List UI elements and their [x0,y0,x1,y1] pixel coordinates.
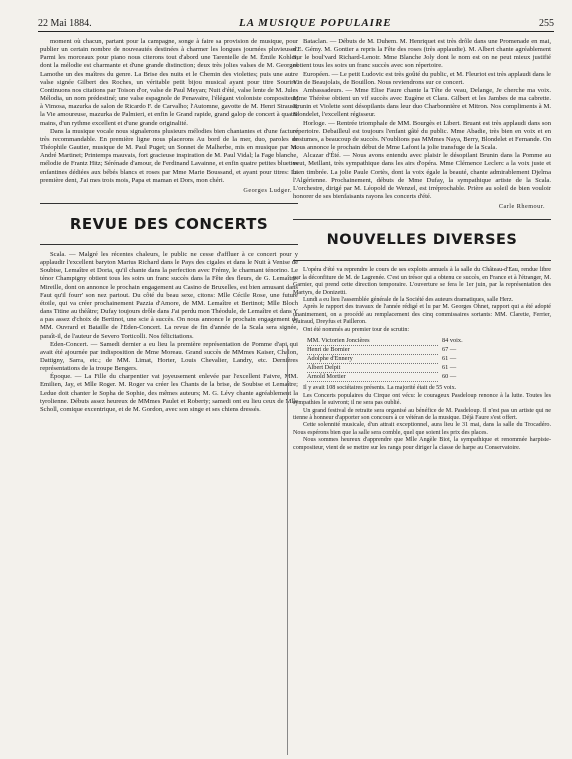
news-paragraph: L'opéra d'été va reprendre le cours de ses exploits annuels à la salle du Château-d'Eau, rendue libre par la déconfiture de M. de Lagrenée. C'est un trésor qui a obtenu ce succès, en France et à l'étranger, M. Garnier, qui prend cette direction temporaire. L'ouverture se fera le 1er juin, par la représentation des Martyrs, de Donizetti. [293,267,551,296]
header-date: 22 Mai 1884. [38,17,92,29]
concert-paragraph: Alcazar d'Été. — Nous avons entendu avec plaisir le désopilant Brunin dans la Pomme au veut, Meillant, très sympathique dans les airs d'opéra. Mme Clémence Leclerc a la voix juste et bien timbrée. La jolie Paule Cortès, dont la voix égale la beauté, chante admirablement Djelma l'Algérienne. Prochainement, débuts de Mme Dufay, la sympathique artiste de la Scala. L'orchestre, dirigé par M. Léopold de Wenzel, est irréprochable. Prière au soleil de bien vouloir honorer de ses bienfaisants rayons les concerts d'été. [293,152,551,200]
vote-list [307,337,551,382]
vote-name: Adolphe d'Ennery [307,355,438,364]
section-heading-nouvelles: NOUVELLES DIVERSES [293,219,551,261]
news-paragraph: Cette solennité musicale, d'un attrait exceptionnel, aura lieu le 31 mai, dans la salle du Trocadéro. Nous espérons bien que la salle sera comble, quel que soient les prix des places. [293,422,551,436]
news-paragraph: Les Concerts populaires du Cirque ont vécu: le courageux Pasdeloup renonce à la lutte. Toutes les sympathies le suivront; il ne sera pas oublié. [293,392,551,407]
column-divider [287,345,288,755]
concert-paragraph: Horloge. — Rentrée triomphale de MM. Bourgès et Libert. Bruant est très applaudi dans son répertoire. Debailleul est toujours l'enfant gâté du public. Mme Abadie, très bien en voix et en costumes, a beaucoup de succès. N'oublions pas MMmes Naya, Berry, Blondelet et Fernande. On nous annonce le prochain début de Mme Lafont la jolie transfuge de la Scala. [293,119,551,152]
concert-paragraph: Scala. — Malgré les récentes chaleurs, le public ne cesse d'affluer à ce concert pour y applaudir l'excellent baryton Marius Richard dans le Pays des cigales et dans le Nuit à Venise de Soubise, Lemaître et Doria, qu'il chante dans la perfection avec Frémy, le charmant ténorino. Le ténor Champigny obtient tous les soirs un franc succès dans la Fête des fleurs, de G. Lemaître. Mireille, dont on annonce le prochain engagement au Casino de Bruxelles, est bien amusant dans Faut qu'il fourr' son nez partout. Du côté du beau sexe, citons: Mlle Cécile Rose, une future étoile, qui va créer prochainement Pazzia d'Amore, de MM. Lemaître et Bertinot; Mlle Bloch dans Titine au théâtre; Dufay toujours drôle dans J'ai perdu mon Théodule, de Lemaître et dans Y a pas assez d'choix de Bertinot, une scie à succès. On nous annonce le prochain engagement de MM. Ouvrard et Bataille de l'Eden-Concert. La revue de fin d'année de la Scala sera signée, paraît-il, de l'auteur de Severo Torticolli. Nos félicitations. [40,250,298,340]
right-column [293,38,551,452]
vote-name: Henri de Bornier [307,346,438,355]
vote-count: 67 — [442,346,457,354]
vote-count: 84 voix. [442,336,463,344]
vote-count: 61 — [442,364,457,372]
header-rule [38,31,554,32]
vote-count: 60 — [442,373,457,381]
concert-paragraph: Bataclan. — Débuts de M. Duhem. M. Henriquet est très drôle dans une Promenade en mai, d'E. Gémy. M. Gontier a repris la Fête des roses (très applaudie). M. Albert chante agréablement Sur le boul'vard Richard-Lenoir. Mme Blanche Joly dont le nom est on ne peut mieux justifié obtient tous les soirs un franc succès avec son répertoire. [293,38,551,70]
article-signature: Georges Ludger. [243,186,292,194]
article-signature: Carle Rhemour. [498,203,545,211]
vote-name: MM. Victorien Joncières [307,337,438,346]
news-paragraph: Un grand festival de retraite sera organisé au bénéfice de M. Pasdeloup. Il n'est pas un artiste qui ne tienne à honneur d'apporter son concours à ce vétéran de la musique. Déjà Faure s'est offert. [293,407,551,422]
news-block [293,267,551,452]
left-column [40,38,298,414]
section-heading-concerts: REVUE DES CONCERTS [40,203,298,245]
news-paragraph: Ont été nommés au premier tour de scrutin: [303,326,410,333]
news-paragraph: Après le rapport des travaux de l'année rédigé et lu par M. Georges Ohnet, rapport qui a été adopté unanimement, on a procédé au remplacement des cinq commissaires sortants: MM. Claretie, Ferrier, Guiraud, Dreyfus et Pailleron. [293,304,551,326]
vote-row [307,364,482,373]
vote-row [307,337,482,346]
news-paragraph: Nous sommes heureux d'apprendre que Mlle Angèle Biot, la sympathique et renommée harpiste-compositeur, vient de se mettre sur les rangs pour diriger la classe de harpe au Conservatoire. [293,437,551,451]
concert-paragraph: Eden-Concert. — Samedi dernier a eu lieu la première représentation de Pomme d'api qui avait été ajournée par indisposition de Mme Moreau. Grand succès de MMmes Kaiser, Chalon, Dattigny, Sarra, etc.; de MM. Limat, Horter, Louis Chevalier, Landry, etc. Dernières représentations de la troupe Bengers. [40,340,298,373]
vote-row [307,346,482,355]
vote-name: Arnold Mortier [307,373,438,382]
vote-row [307,355,482,364]
concert-paragraph: Ambassadeurs. — Mme Elise Faure chante la Tête de veau, Delange, Je cherche ma voix. Mme Thérèse obtient un vif succès avec Eugène et Clara. Gilbert et les Jambes de ma cabrette. Brunin et Violette sont désopilants dans leur duo Charbonnière et Mitron. Nos compliments à M. Blondelet, l'excellent régisseur. [293,86,551,119]
article-paragraph: Dans la musique vocale nous signalerons plusieurs mélodies bien chantantes et d'une facture très recommandable. En première ligne nous placerons Au bord de la mer, duo, paroles de Théophile Gautier, musique de M. Paul Puget; un Sonnet de Malherbe, mis en musique par M. André Martinet; Printemps mauvais, fort gracieuse inspiration de M. Paul Vidal; la Fage blanche, mélodie de Frantz Hitz; Sérénade d'amour, de Ferdinand Lavainne, et enfin quatre petites bluettes enfantines dédiées aux bébés blancs et roses par Mme Marie Boussand, et ayant pour titres: La première dent, J'ai mes trois mois, Papa et maman et Dors, mon chéri. [40,127,298,184]
header-page-number: 255 [539,17,554,29]
vote-row [307,373,482,382]
concert-paragraph: Époque. — La Fille du charpentier vat joyeusement enlevée par l'excellent Faivre, MM. Emilien, Jay, et Mlle Roger. M. Roger va créer les Chants de la brise, de Soubise et Lemaître; Ledue doit chanter le Sopha de Sophie, des mêmes auteurs; M. G. Lévy chante agréablement la tyrolienne. Débuts assez heureux de MMmes Paulet et Roberty; samedi ont eu lieu ceux de Mlle Scholl, comique excentrique, et de M. Gordon, avec son singe et ses chiens dressés. [40,373,298,413]
news-paragraph: Il y avait 108 sociétaires présents. La majorité était de 55 voix. [303,385,457,392]
concert-paragraph: Européen. — Le petit Ludovic est très goûté du public, et M. Fleuriot est très applaudi dans le Vin de Beaujolais, de Bouillon. Nous reviendrons sur ce concert. [293,70,551,86]
header-title: LA MUSIQUE POPULAIRE [238,17,392,29]
page-header [38,16,554,30]
article-paragraph: moment où chacun, partant pour la campagne, songe à faire sa provision de musique, pour publier un certain nombre de nouveautés destinées à charmer les longues journées pluvieuses. Parmi les morceaux pour piano nous citerons tout d'abord une Tarentelle de M. Émile Kohler, dont la mélodie est charmante et d'une grande distinction; deux très jolies valses de M. Georges Lamothe un des maîtres du genre. La Brise des nuits et le Chemin des violettes; puis une autre valse signée Gilbert des Roches, un véritable petit bijou musical ayant pour titre Sourire. Continuons nos citations par Toison d'or, valse de Paul Meyan; Nuit d'été, valse lente de M. Jules Mélodia, un nom prédestiné; une valse espagnole de Penavaire, l'élégant violoniste compositeur; à Vimosa, mazurka de salon de Ricardo F. de Carvalho; l'Automne, gavotte de M. Henri Strauss; la Vie amoureuse, mazurka de Palmieri, et enfin le Grand rapide, grand galop de concert à quatre mains, d'un rythme excellent et d'une grande originalité. [40,38,298,127]
vote-name: Albert Delpit [307,364,438,373]
news-paragraph: Lundi a eu lieu l'assemblée générale de la Société des auteurs dramatiques, salle Herz. [303,296,514,303]
vote-count: 61 — [442,355,457,363]
